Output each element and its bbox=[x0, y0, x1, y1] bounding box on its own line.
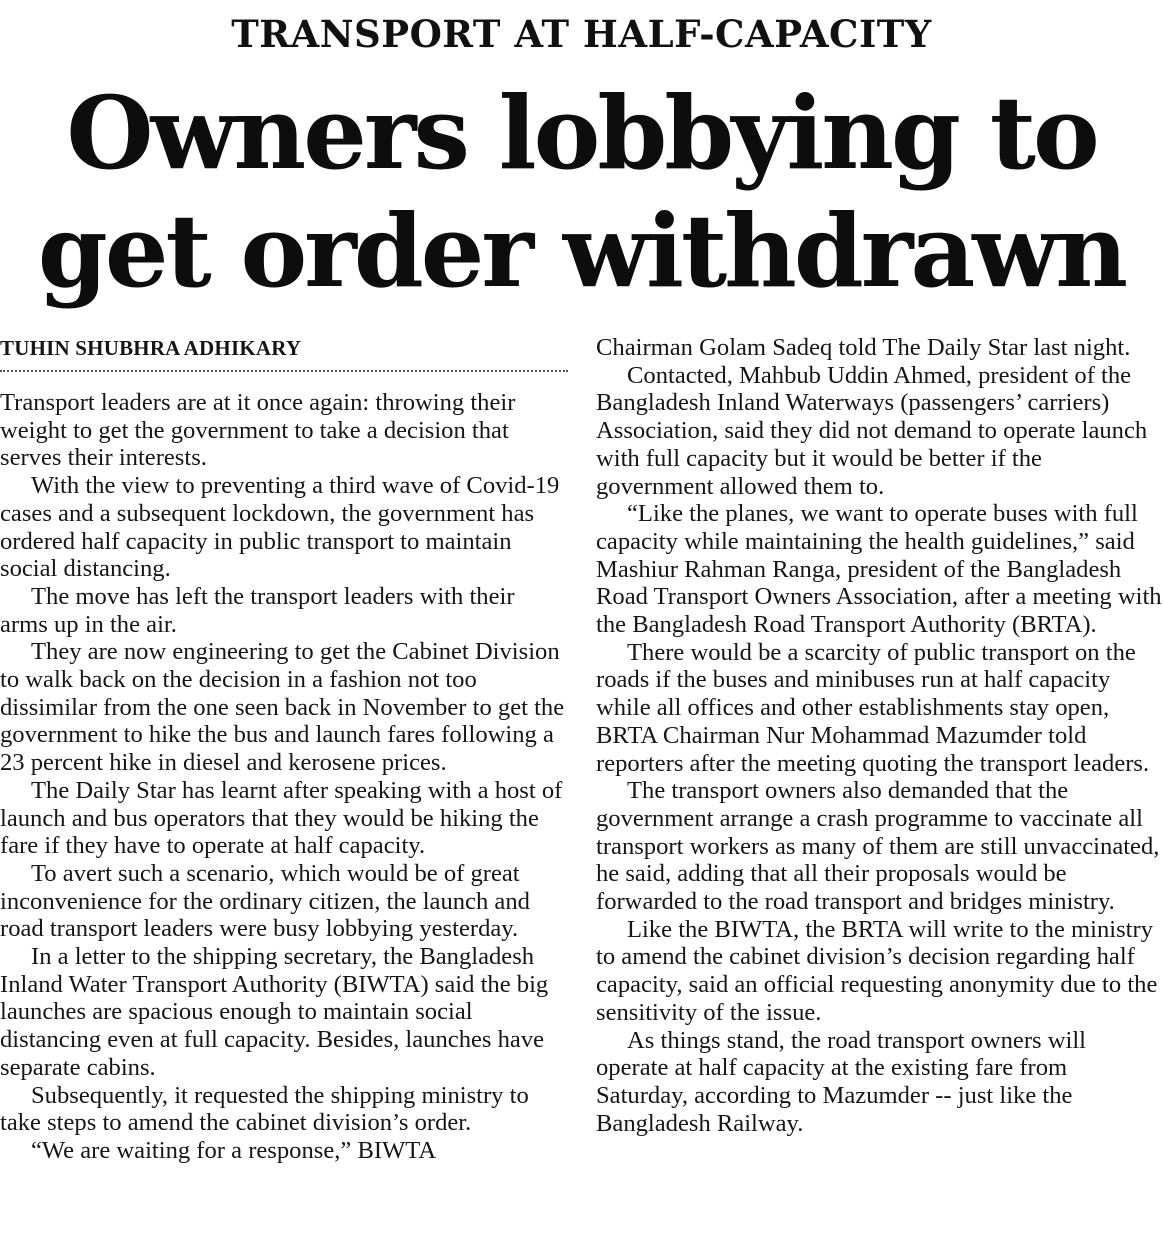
paragraph: To avert such a scenario, which would be of great inconvenience for the ordinary citizen, the launch and road transport leaders were busy lobbying yesterday. bbox=[0, 859, 530, 943]
paragraph: “Like the planes, we want to operate buses with full capacity while maintaining the health guidelines,” said Mashiur Rahman Ranga, president of the Bangladesh Road Transport Owners Association, after a meeting with the Bangladesh Road Transport Authority (BRTA). bbox=[596, 500, 1162, 639]
byline: TUHIN SHUBHRA ADHIKARY bbox=[0, 334, 568, 372]
paragraph: Transport leaders are at it once again: throwing their weight to get the government to take a decision that serves their interests. bbox=[0, 389, 516, 472]
headline-line-1: Owners lobbying to bbox=[66, 74, 1097, 192]
paragraph: There would be a scarcity of public transport on the roads if the buses and minibuses run at half capacity while all offices and other establishments stay open, BRTA Chairman Nur Mohammad Mazumder told reporters after the meeting quoting the transport leaders. bbox=[596, 638, 1150, 777]
kicker: TRANSPORT AT HALF-CAPACITY bbox=[231, 12, 932, 56]
paragraph: As things stand, the road transport owners will operate at half capacity at the existing fare from Saturday, according to Mazumder -- just like the Bangladesh Railway. bbox=[596, 1026, 1087, 1137]
paragraph: The move has left the transport leaders with their arms up in the air. bbox=[0, 582, 515, 638]
paragraph: Like the BIWTA, the BRTA will write to the ministry to amend the cabinet division’s decision regarding half capacity, said an official requesting anonymity due to the sensitivity of the issue. bbox=[596, 915, 1158, 1026]
left-column bbox=[0, 334, 568, 1165]
paragraph: In a letter to the shipping secretary, the Bangladesh Inland Water Transport Authority (BIWTA) said the big launches are spacious enough to maintain social distancing even at full capacity. Besides, launches have separate cabins. bbox=[0, 943, 549, 1081]
paragraph: The transport owners also demanded that the government arrange a crash programme to vaccinate all transport workers as many of them are still unvaccinated, he said, adding that all their proposals would be forwarded to the road transport and bridges ministry. bbox=[596, 777, 1160, 916]
paragraph: The Daily Star has learnt after speaking with a host of launch and bus operators that they would be hiking the fare if they have to operate at half capacity. bbox=[0, 776, 563, 860]
paragraph: With the view to preventing a third wave of Covid-19 cases and a subsequent lockdown, the government has ordered half capacity in public transport to maintain social distancing. bbox=[0, 472, 560, 583]
right-column bbox=[596, 334, 1163, 1137]
paragraph: Chairman Golam Sadeq told The Daily Star last night. bbox=[596, 334, 1131, 361]
headline-line-2: get order withdrawn bbox=[37, 192, 1126, 310]
paragraph: Contacted, Mahbub Uddin Ahmed, president of the Bangladesh Inland Waterways (passengers’ carriers) Association, said they did not demand to operate launch with full capacity but it would be better if the government allowed them to. bbox=[596, 361, 1148, 500]
headline bbox=[0, 74, 1163, 310]
paragraph: Subsequently, it requested the shipping ministry to take steps to amend the cabinet division’s order. bbox=[0, 1081, 529, 1137]
paragraph: They are now engineering to get the Cabinet Division to walk back on the decision in a fashion not too dissimilar from the one seen back in November to get the government to hike the bus and launch fares following a 23 percent hike in diesel and kerosene prices. bbox=[0, 638, 565, 777]
paragraph: “We are waiting for a response,” BIWTA bbox=[31, 1136, 437, 1164]
